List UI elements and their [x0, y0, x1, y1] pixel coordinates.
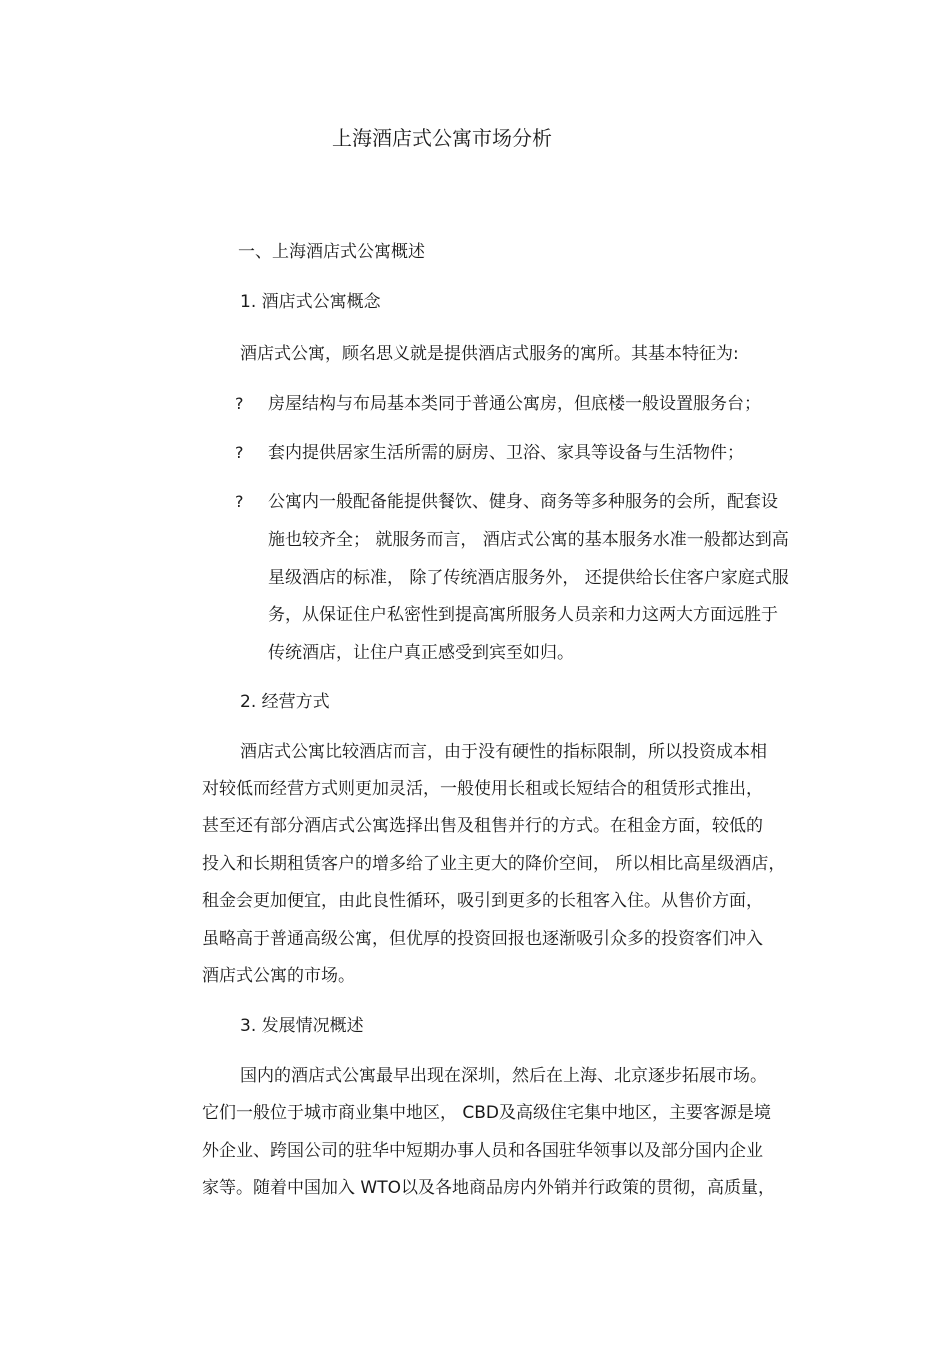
paragraph-line: 酒店式公寓的市场。	[202, 966, 355, 986]
section-heading: 一、上海酒店式公寓概述	[238, 242, 425, 262]
bullet-icon: ?	[235, 394, 244, 413]
bullet-item-line: 星级酒店的标准， 除了传统酒店服务外， 还提供给长住客户家庭式服	[268, 568, 789, 588]
bullet-item-line: 传统酒店，让住户真正感受到宾至如归。	[268, 643, 574, 663]
paragraph-line: 外企业、跨国公司的驻华中短期办事人员和各国驻华领事以及部分国内企业	[202, 1141, 763, 1161]
paragraph-line: 酒店式公寓比较酒店而言，由于没有硬性的指标限制，所以投资成本相	[240, 742, 767, 762]
subsection-heading: 3. 发展情况概述	[240, 1016, 364, 1036]
bullet-item-line: 务，从保证住户私密性到提高寓所服务人员亲和力这两大方面远胜于	[268, 605, 778, 625]
paragraph-line: 投入和长期租赁客户的增多给了业主更大的降价空间， 所以相比高星级酒店，	[202, 854, 786, 874]
subsection-heading: 1. 酒店式公寓概念	[240, 292, 381, 312]
bullet-icon: ?	[235, 443, 244, 462]
paragraph-line: 酒店式公寓，顾名思义就是提供酒店式服务的寓所。其基本特征为:	[240, 344, 739, 364]
bullet-item: 套内提供居家生活所需的厨房、卫浴、家具等设备与生活物件；	[268, 443, 744, 463]
bullet-item-line: 施也较齐全； 就服务而言， 酒店式公寓的基本服务水准一般都达到高	[268, 530, 789, 550]
bullet-item-line: 公寓内一般配备能提供餐饮、健身、商务等多种服务的会所，配套设	[268, 492, 778, 512]
paragraph-line: 家等。随着中国加入 WTO以及各地商品房内外销并行政策的贯彻，高质量，	[202, 1178, 775, 1198]
paragraph-line: 对较低而经营方式则更加灵活，一般使用长租或长短结合的租赁形式推出，	[202, 779, 763, 799]
bullet-icon: ?	[235, 492, 244, 511]
document-title: 上海酒店式公寓市场分析	[332, 126, 552, 150]
paragraph-line: 它们一般位于城市商业集中地区， CBD及高级住宅集中地区，主要客源是境	[202, 1103, 772, 1123]
paragraph-line: 租金会更加便宜，由此良性循环，吸引到更多的长租客入住。从售价方面，	[202, 891, 763, 911]
subsection-heading: 2. 经营方式	[240, 692, 330, 712]
paragraph-line: 国内的酒店式公寓最早出现在深圳，然后在上海、北京逐步拓展市场。	[240, 1066, 767, 1086]
bullet-item: 房屋结构与布局基本类同于普通公寓房，但底楼一般设置服务台；	[268, 394, 761, 414]
paragraph-line: 虽略高于普通高级公寓，但优厚的投资回报也逐渐吸引众多的投资客们冲入	[202, 929, 763, 949]
paragraph-line: 甚至还有部分酒店式公寓选择出售及租售并行的方式。在租金方面，较低的	[202, 816, 763, 836]
